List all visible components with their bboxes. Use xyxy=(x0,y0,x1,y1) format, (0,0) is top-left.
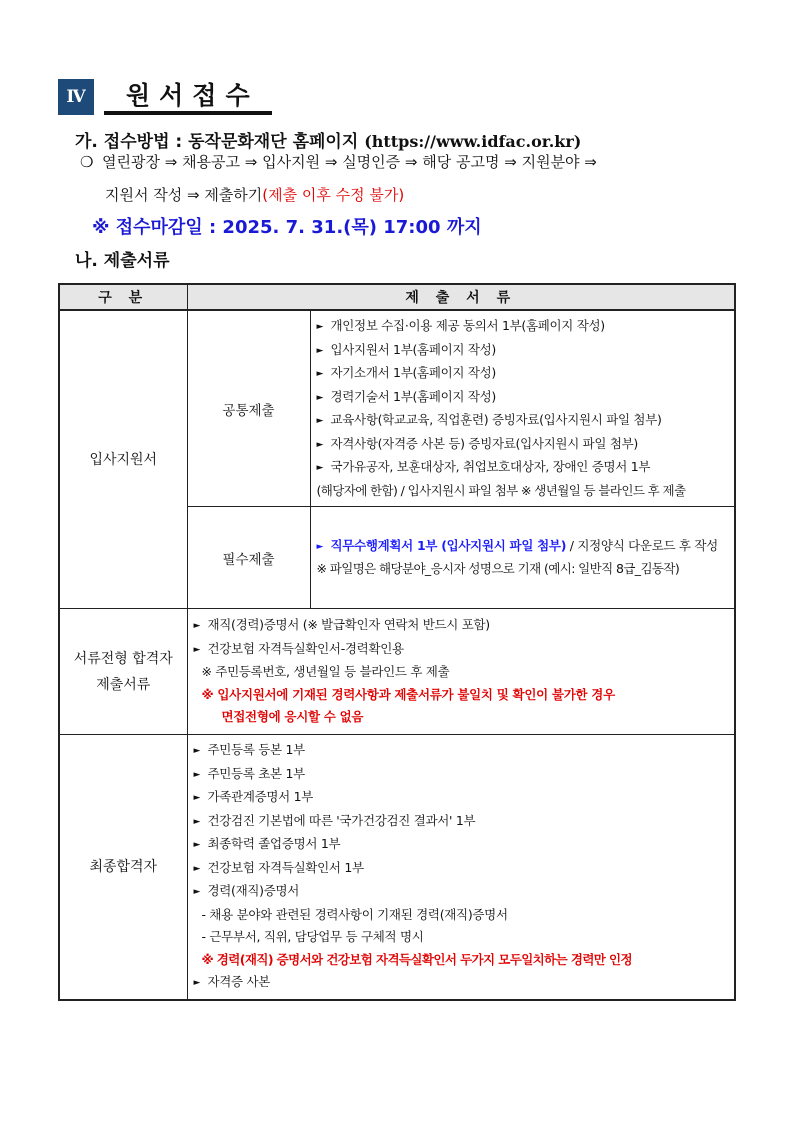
section-header xyxy=(58,79,272,115)
triangle-right-icon: ► xyxy=(193,887,201,897)
category-screening-line1: 서류전형 합격자 xyxy=(73,650,173,667)
list-item: 경력(재직)증명서 xyxy=(207,883,300,898)
subcategory-required: 필수제출 xyxy=(187,507,310,609)
table-row xyxy=(59,609,735,735)
required-item-rest: / 지정양식 다운로드 후 작성 xyxy=(566,537,718,553)
list-item: 입사지원서 1부(홈페이지 작성) xyxy=(330,341,496,357)
method-steps-text2: 지원서 작성 ⇒ 제출하기 xyxy=(105,186,263,204)
triangle-right-icon: ► xyxy=(316,463,324,473)
screening-blind-note: ※ 주민등록번호, 생년월일 등 블라인드 후 제출 xyxy=(201,664,450,680)
triangle-right-icon: ► xyxy=(193,746,201,756)
screening-items-cell xyxy=(187,609,735,735)
final-sub-item: - 근무부서, 직위, 담당업무 등 구체적 명시 xyxy=(201,929,424,944)
table-row xyxy=(59,735,735,1000)
triangle-right-icon: ► xyxy=(193,621,201,632)
screening-warning-line2: 면접전형에 응시할 수 없음 xyxy=(221,709,364,725)
documents-table xyxy=(58,283,736,1001)
category-application: 입사지원서 xyxy=(59,310,187,609)
table-header-row xyxy=(59,284,735,310)
final-items-cell xyxy=(187,735,735,1000)
deadline-notice: ※ 접수마감일 : 2025. 7. 31.(목) 17:00 까지 xyxy=(92,217,482,238)
list-item: 가족관계증명서 1부 xyxy=(207,789,314,804)
list-item: 최종학력 졸업증명서 1부 xyxy=(207,836,341,851)
screening-warning-line1: ※ 입사지원서에 기재된 경력사항과 제출서류가 불일치 및 확인이 불가한 경우 xyxy=(201,686,615,702)
triangle-right-icon: ► xyxy=(193,863,201,874)
required-item-highlight: 직무수행계획서 1부 (입사지원시 파일 첨부) xyxy=(330,537,567,553)
required-file-note: ※ 파일명은 해당분야_응시자 성명으로 기재 (예시: 일반직 8급_김동작) xyxy=(316,561,680,576)
section-number-badge: Ⅳ xyxy=(58,79,94,115)
homepage-url: (https://www.idfac.or.kr) xyxy=(364,132,582,151)
list-item: 건강보험 자격득실확인서 1부 xyxy=(207,859,364,875)
triangle-right-icon: ► xyxy=(316,322,324,332)
list-item: 자격사항(자격증 사본 등) 증빙자료(입사지원시 파일 첨부) xyxy=(330,435,639,451)
triangle-right-icon: ► xyxy=(316,345,324,356)
section-title: 원서접수 xyxy=(126,81,259,110)
section-title-underline xyxy=(104,111,272,115)
method-steps-text1: 열린광장 ⇒ 채용공고 ⇒ 입사지원 ⇒ 실명인증 ⇒ 해당 공고명 ⇒ 지원분야 ⇒ xyxy=(102,153,597,171)
list-item: 경력기술서 1부(홈페이지 작성) xyxy=(330,388,496,404)
triangle-right-icon: ► xyxy=(316,439,324,450)
list-item: 주민등록 초본 1부 xyxy=(207,765,305,781)
list-item: 재직(경력)증명서 (※ 발급확인자 연락처 반드시 포함) xyxy=(207,617,490,633)
triangle-right-icon: ► xyxy=(193,840,201,850)
triangle-right-icon: ► xyxy=(316,416,324,426)
col-documents-header: 제 출 서 류 xyxy=(187,284,735,310)
list-item: 건강검진 기본법에 따른 '국가건강검진 결과서' 1부 xyxy=(207,812,476,828)
list-item: 개인정보 수집·이용 제공 동의서 1부(홈페이지 작성) xyxy=(330,318,605,333)
method-heading xyxy=(75,127,581,152)
list-item: 건강보험 자격득실확인서-경력확인용 xyxy=(207,640,404,656)
method-note: (제출 이후 수정 불가) xyxy=(262,186,405,204)
triangle-right-icon: ► xyxy=(316,369,324,379)
list-item: 국가유공자, 보훈대상자, 취업보호대상자, 장애인 증명서 1부 xyxy=(330,459,651,474)
triangle-right-icon: ► xyxy=(193,769,201,780)
triangle-right-icon: ► xyxy=(316,541,324,552)
list-item-continuation: (해당자에 한함) / 입사지원시 파일 첨부 ※ 생년월일 등 블라인드 후 제출 xyxy=(316,482,686,498)
common-items-cell xyxy=(310,310,735,507)
category-final: 최종합격자 xyxy=(59,735,187,1000)
category-screening-line2: 제출서류 xyxy=(96,676,151,693)
method-steps-line1 xyxy=(80,151,597,172)
list-item: 주민등록 등본 1부 xyxy=(207,742,305,757)
final-warning: ※ 경력(재직) 증명서와 건강보험 자격득실확인서 두가지 모두일치하는 경력만 인정 xyxy=(201,951,632,967)
circle-bullet-icon: ❍ xyxy=(80,153,94,171)
list-item: 자격증 사본 xyxy=(207,974,271,989)
triangle-right-icon: ► xyxy=(193,644,201,655)
method-steps-line2 xyxy=(105,184,404,205)
triangle-right-icon: ► xyxy=(193,978,201,988)
subcategory-common: 공통제출 xyxy=(187,310,310,507)
method-heading-text: 가. 접수방법 : 동작문화재단 홈페이지 xyxy=(75,132,359,152)
triangle-right-icon: ► xyxy=(316,392,324,403)
list-item: 교육사항(학교교육, 직업훈련) 증빙자료(입사지원시 파일 첨부) xyxy=(330,412,662,427)
table-row xyxy=(59,310,735,507)
required-items-cell xyxy=(310,507,735,609)
final-sub-item: - 채용 분야와 관련된 경력사항이 기재된 경력(재직)증명서 xyxy=(201,906,508,922)
documents-heading: 나. 제출서류 xyxy=(75,251,170,271)
list-item: 자기소개서 1부(홈페이지 작성) xyxy=(330,365,496,380)
col-category-header: 구 분 xyxy=(59,284,187,310)
triangle-right-icon: ► xyxy=(193,816,201,827)
category-screening xyxy=(59,609,187,735)
triangle-right-icon: ► xyxy=(193,793,201,803)
